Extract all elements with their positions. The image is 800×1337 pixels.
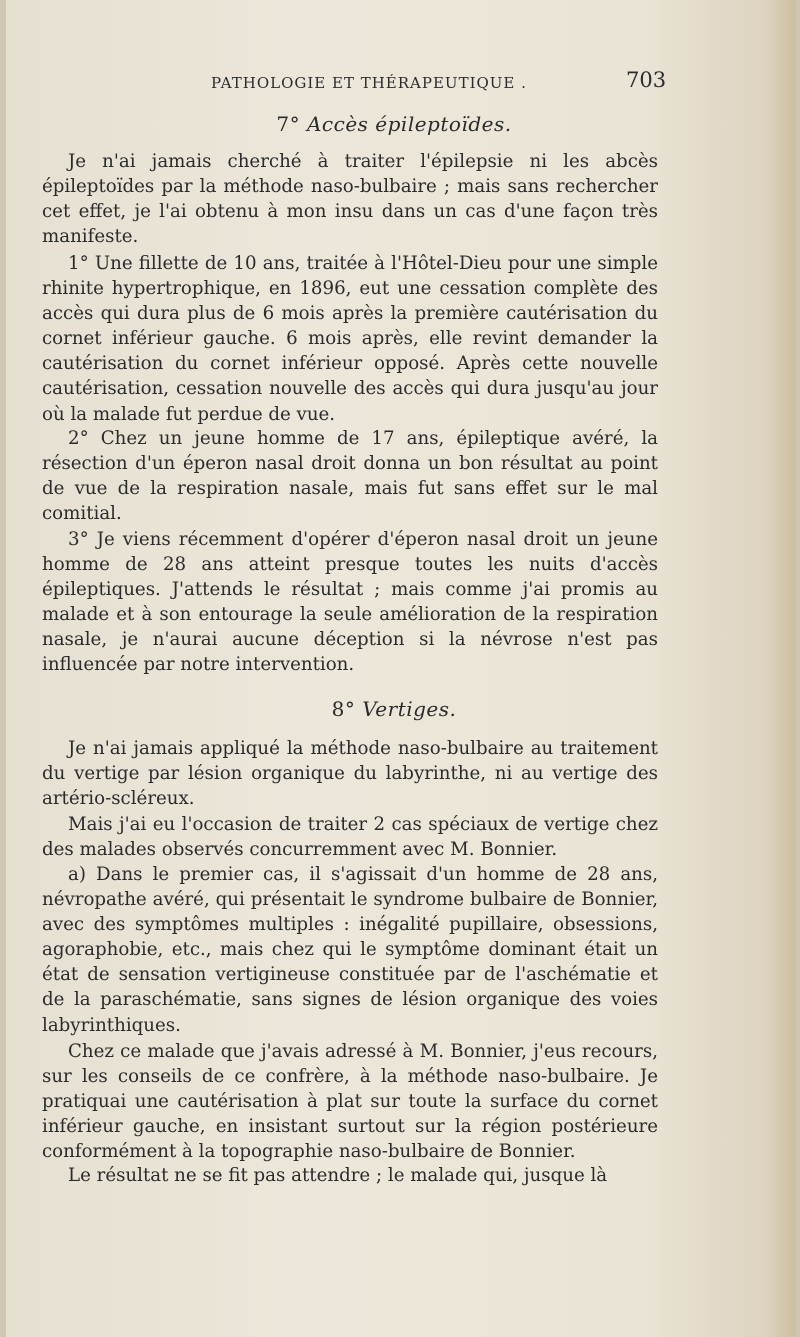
book-page (6, 0, 796, 1337)
paragraph: Je n'ai jamais cherché à traiter l'épilepsie ni les abcès épileptoïdes par la méthode naso-bulbaire ; mais sans rechercher cet effet, je l'ai obtenu à mon insu dans un cas d'une façon très manifeste. (42, 151, 658, 248)
paragraph: Le résultat ne se fit pas attendre ; le malade qui, jusque là (68, 1165, 608, 1186)
section-title: Accès épileptoïdes. (306, 112, 512, 136)
paragraph: Mais j'ai eu l'occasion de traiter 2 cas spéciaux de vertige chez des malades observés concurremment avec M. Bonnier. (42, 814, 658, 861)
section-title: Vertiges. (362, 697, 457, 721)
paragraph: Chez ce malade que j'avais adressé à M. Bonnier, j'eus recours, sur les conseils de ce confrère, à la méthode naso-bulbaire. Je pratiquai une cautérisation à plat sur toute la surface du cornet inférieur gauche, en insistant surtout sur la région postérieure conformément à la topographie naso-bulbaire de Bonnier. (42, 1041, 658, 1163)
section-number: 8° (331, 697, 356, 721)
page-number: 703 (626, 68, 667, 92)
paragraph: 3° Je viens récemment d'opérer d'éperon nasal droit un jeune homme de 28 ans atteint presque toutes les nuits d'accès épileptiques. J'attends le résultat ; mais comme j'ai promis au malade et à son entourage la seule amélioration de la respiration nasale, je n'aurai aucune déception si la névrose n'est pas influencée par notre intervention. (42, 529, 658, 676)
section-heading-vertigo (6, 697, 782, 721)
paragraph: a) Dans le premier cas, il s'agissait d'un homme de 28 ans, névropathe avéré, qui présentait le syndrome bulbaire de Bonnier, avec des symptômes multiples : inégalité pupillaire, obsessions, agoraphobie, etc., mais chez qui le symptôme dominant était un état de sensation vertigineuse constituée par de l'aschématie et de la paraschématie, sans signes de lésion organique des voies labyrinthiques. (42, 864, 658, 1036)
paragraph: 1° Une fillette de 10 ans, traitée à l'Hôtel-Dieu pour une simple rhinite hypertrophique, en 1896, eut une cessation complète des accès qui dura plus de 6 mois après la première cautérisation du cornet inférieur gauche. 6 mois après, elle revint demander la cautérisation du cornet inférieur opposé. Après cette nouvelle cautérisation, cessation nouvelle des accès qui dura jusqu'au jour où la malade fut perdue de vue. (42, 253, 658, 425)
page-header (6, 68, 796, 98)
paragraph: 2° Chez un jeune homme de 17 ans, épileptique avéré, la résection d'un éperon nasal droit donna un bon résultat au point de vue de la respiration nasale, mais fut sans effet sur le mal comitial. (42, 428, 658, 525)
section-heading-epileptoid (6, 112, 782, 136)
paragraph: Je n'ai jamais appliqué la méthode naso-bulbaire au traitement du vertige par lésion organique du labyrinthe, ni au vertige des artério-scléreux. (42, 738, 658, 810)
running-head: PATHOLOGIE ET THÉRAPEUTIQUE . (211, 74, 527, 92)
section-number: 7° (276, 112, 301, 136)
